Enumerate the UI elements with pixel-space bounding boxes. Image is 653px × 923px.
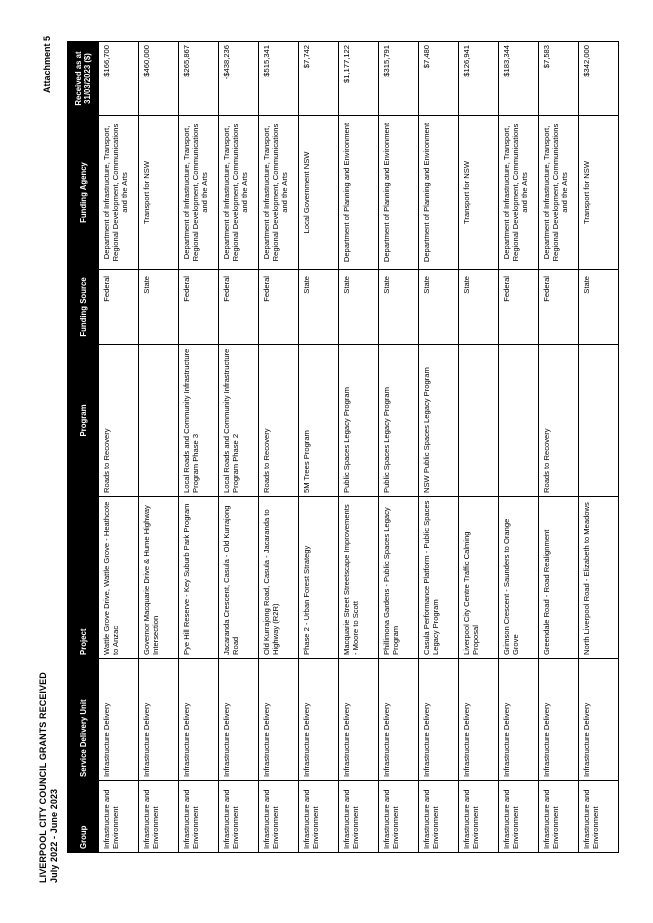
cell-funding-source: Federal [99, 270, 139, 345]
cell-program: Roads to Recovery [259, 345, 299, 497]
table-body [99, 42, 619, 853]
table-row [459, 42, 499, 853]
cell-group: Infrastructure and Environment [499, 781, 539, 853]
cell-group: Infrastructure and Environment [99, 781, 139, 853]
cell-project: Wattle Grove Drive, Wattle Grove - Heathcote to Anzac [99, 497, 139, 659]
cell-program [459, 345, 499, 497]
cell-service-delivery-unit: Infrastructure Delivery [259, 659, 299, 781]
cell-amount: $183,344 [499, 42, 539, 116]
cell-service-delivery-unit: Infrastructure Delivery [219, 659, 259, 781]
cell-program: Roads to Recovery [539, 345, 579, 497]
cell-funding-source: Federal [499, 270, 539, 345]
cell-group: Infrastructure and Environment [179, 781, 219, 853]
cell-service-delivery-unit: Infrastructure Delivery [539, 659, 579, 781]
cell-group: Infrastructure and Environment [219, 781, 259, 853]
table-row [499, 42, 539, 853]
cell-program [579, 345, 619, 497]
cell-group: Infrastructure and Environment [139, 781, 179, 853]
cell-amount: $315,791 [379, 42, 419, 116]
cell-service-delivery-unit: Infrastructure Delivery [459, 659, 499, 781]
header-funding-agency: Funding Agency [68, 116, 99, 270]
table-row [139, 42, 179, 853]
header-amount [68, 42, 99, 116]
grants-table [67, 41, 619, 853]
header-service-delivery-unit: Service Delivery Unit [68, 659, 99, 781]
cell-funding-agency: Local Government NSW [299, 116, 339, 270]
header-amount-line1: Received as at [74, 51, 83, 106]
table-row [419, 42, 459, 853]
cell-group: Infrastructure and Environment [579, 781, 619, 853]
cell-amount: $460,000 [139, 42, 179, 116]
cell-amount: $7,742 [299, 42, 339, 116]
cell-amount: $515,341 [259, 42, 299, 116]
table-row [339, 42, 379, 853]
header-project: Project [68, 497, 99, 659]
cell-funding-agency: Department of Infrastructure, Transport, Regional Development, Communications and the Arts [499, 116, 539, 270]
cell-project: Phase 2 - Urban Forest Strategy [299, 497, 339, 659]
cell-amount: $1,177,122 [339, 42, 379, 116]
cell-funding-source: Federal [259, 270, 299, 345]
cell-funding-agency: Transport for NSW [579, 116, 619, 270]
cell-program: Local Roads and Community Infrastructure Program Phase 2 [219, 345, 259, 497]
cell-project: Jacaranda Crescent, Casula - Old Kurrajong Road [219, 497, 259, 659]
cell-funding-source: Federal [539, 270, 579, 345]
cell-program [499, 345, 539, 497]
cell-project: Governor Macquarie Drive & Hume Highway Intersection [139, 497, 179, 659]
cell-funding-source: State [379, 270, 419, 345]
cell-project: Greendale Road - Road Realignment [539, 497, 579, 659]
title-block [38, 672, 60, 883]
cell-amount: $7,480 [419, 42, 459, 116]
header-group: Group [68, 781, 99, 853]
cell-amount: $166,700 [99, 42, 139, 116]
cell-program: Public Spaces Legacy Program [339, 345, 379, 497]
cell-service-delivery-unit: Infrastructure Delivery [299, 659, 339, 781]
table-row [259, 42, 299, 853]
cell-funding-source: State [459, 270, 499, 345]
cell-funding-source: Federal [179, 270, 219, 345]
cell-project: Grimson Crescent - Saunders to Orange Grove [499, 497, 539, 659]
cell-project: Phillimona Gardens - Public Spaces Legacy Program [379, 497, 419, 659]
cell-service-delivery-unit: Infrastructure Delivery [579, 659, 619, 781]
cell-project: North Liverpool Road - Elizabeth to Meadows [579, 497, 619, 659]
cell-program: NSW Public Spaces Legacy Program [419, 345, 459, 497]
cell-funding-agency: Transport for NSW [139, 116, 179, 270]
table-row [579, 42, 619, 853]
cell-service-delivery-unit: Infrastructure Delivery [379, 659, 419, 781]
cell-funding-source: State [579, 270, 619, 345]
cell-service-delivery-unit: Infrastructure Delivery [499, 659, 539, 781]
cell-funding-source: State [339, 270, 379, 345]
cell-funding-agency: Department of Infrastructure, Transport, Regional Development, Communications and the Arts [219, 116, 259, 270]
table-row [299, 42, 339, 853]
cell-funding-agency: Department of Planning and Environment [419, 116, 459, 270]
cell-group: Infrastructure and Environment [419, 781, 459, 853]
cell-group: Infrastructure and Environment [339, 781, 379, 853]
table-row [219, 42, 259, 853]
cell-project: Pye Hill Reserve - Key Suburb Park Program [179, 497, 219, 659]
cell-program: Roads to Recovery [99, 345, 139, 497]
table-row [99, 42, 139, 853]
cell-funding-agency: Department of Infrastructure, Transport, Regional Development, Communications and the Arts [99, 116, 139, 270]
cell-group: Infrastructure and Environment [259, 781, 299, 853]
cell-funding-agency: Department of Planning and Environment [379, 116, 419, 270]
cell-funding-agency: Department of Infrastructure, Transport, Regional Development, Communications and the Arts [259, 116, 299, 270]
cell-service-delivery-unit: Infrastructure Delivery [139, 659, 179, 781]
cell-project: Old Kurrajong Road, Casula - Jacaranda to Highway (R2R) [259, 497, 299, 659]
cell-group: Infrastructure and Environment [299, 781, 339, 853]
cell-service-delivery-unit: Infrastructure Delivery [419, 659, 459, 781]
cell-service-delivery-unit: Infrastructure Delivery [179, 659, 219, 781]
cell-amount: $265,867 [179, 42, 219, 116]
cell-program: 5M Trees Program [299, 345, 339, 497]
cell-amount: $7,583 [539, 42, 579, 116]
cell-service-delivery-unit: Infrastructure Delivery [339, 659, 379, 781]
cell-program: Local Roads and Community Infrastructure Program Phase 3 [179, 345, 219, 497]
cell-group: Infrastructure and Environment [539, 781, 579, 853]
cell-funding-source: State [139, 270, 179, 345]
table-row [379, 42, 419, 853]
cell-funding-agency: Department of Planning and Environment [339, 116, 379, 270]
table-row [179, 42, 219, 853]
attachment-label: Attachment 5 [42, 36, 52, 94]
cell-funding-source: State [299, 270, 339, 345]
cell-project: Liverpool City Centre Traffic Calming Proposal [459, 497, 499, 659]
cell-funding-agency: Department of Infrastructure, Transport, Regional Development, Communications and the Arts [539, 116, 579, 270]
header-program: Program [68, 345, 99, 497]
cell-project: Macquarie Street Streetscape Improvements - Moore to Scott [339, 497, 379, 659]
document-subtitle: July 2022 - June 2023 [49, 788, 59, 883]
cell-amount: $126,941 [459, 42, 499, 116]
cell-program: Public Spaces Legacy Program [379, 345, 419, 497]
table-header-row [68, 42, 99, 853]
cell-amount: $342,000 [579, 42, 619, 116]
cell-funding-agency: Transport for NSW [459, 116, 499, 270]
cell-project: Casula Performance Platform - Public Spaces Legacy Program [419, 497, 459, 659]
cell-group: Infrastructure and Environment [459, 781, 499, 853]
document-title: LIVERPOOL CITY COUNCIL GRANTS RECEIVED [38, 672, 48, 883]
cell-funding-source: State [419, 270, 459, 345]
table-row [539, 42, 579, 853]
cell-amount: -$438,236 [219, 42, 259, 116]
header-funding-source: Funding Source [68, 270, 99, 345]
cell-funding-source: Federal [219, 270, 259, 345]
cell-funding-agency: Department of Infrastructure, Transport, Regional Development, Communications and the Arts [179, 116, 219, 270]
cell-service-delivery-unit: Infrastructure Delivery [99, 659, 139, 781]
header-amount-line2: 31/03/2023 ($) [83, 53, 92, 104]
cell-program [139, 345, 179, 497]
cell-group: Infrastructure and Environment [379, 781, 419, 853]
